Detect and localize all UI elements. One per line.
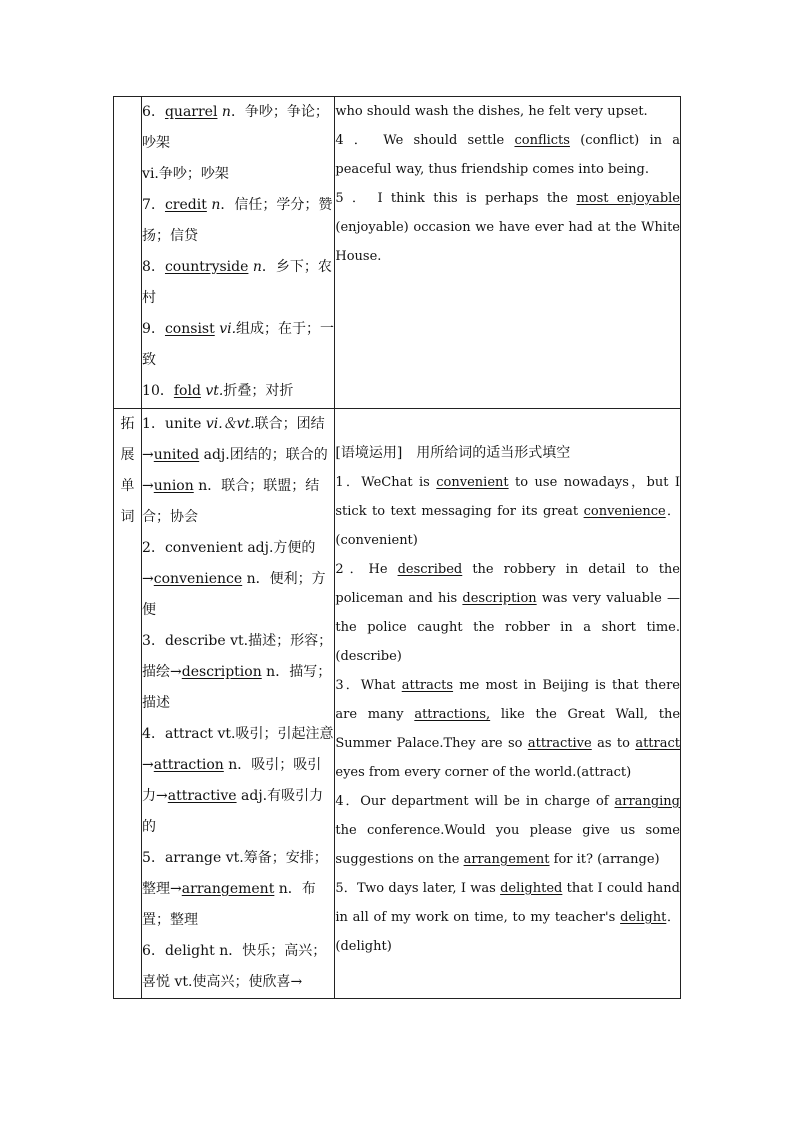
word-entry-8: 8．countryside n．乡下；农村 (142, 259, 332, 306)
section-label: 拓 展 单 词 (120, 416, 135, 525)
extended-entry-5: 5．arrange vt.筹备；安排；整理→arrangement n．布置；整理 (142, 850, 328, 928)
word-list-cell (142, 97, 335, 409)
exercise-5: 5 ． I think this is perhaps the most enjoyable (enjoyable) occasion we have ever had at the White House. (335, 191, 680, 264)
extended-entry-3: 3．describe vt.描述；形容；描绘→description n．描写；描述 (142, 633, 333, 711)
extended-entry-1: 1．unite vi.＆vt.联合；团结→united adj.团结的；联合的→union n．联合；联盟；结合；协会 (142, 416, 328, 525)
exercise-4: 4 ． We should settle conflicts (conflict) in a peaceful way, thus friendship comes into being. (335, 133, 680, 177)
word-entry-9: 9．consist vi.组成；在于；一致 (142, 321, 335, 368)
side-cell-empty (114, 97, 142, 409)
table-row (114, 97, 681, 409)
context-exercise-cell (335, 409, 681, 999)
extended-entry-4: 4．attract vt.吸引；引起注意→attraction n．吸引；吸引力→attractive adj.有吸引力的 (142, 726, 334, 835)
extended-entry-2: 2．convenient adj.方便的→convenience n．便利；方便 (142, 540, 326, 618)
context-question-4: 4．Our department will be in charge of arranging the conference.Would you please give us some suggestions on the arrangement for it? (arrange) (335, 794, 680, 867)
exercise-heading: [语境运用] 用所给词的适当形式填空 (335, 445, 571, 461)
word-entry-10: 10．fold vt.折叠；对折 (142, 383, 294, 399)
word-entry-7: 7．credit n．信任；学分；赞扬；信贷 (142, 197, 333, 244)
context-question-2: 2．He described the robbery in detail to the policeman and his description was very valuable — the police caught the robber in a short time.(describe) (335, 562, 680, 664)
extended-entry-6: 6．delight n．快乐；高兴；喜悦 vt.使高兴；使欣喜→ (142, 943, 327, 990)
vocabulary-table (113, 96, 681, 999)
extended-words-cell (142, 409, 335, 999)
table-row (114, 409, 681, 999)
word-entry-6: 6．quarrel n．争吵；争论；吵架 (142, 104, 329, 151)
context-question-3: 3．What attracts me most in Beijing is that there are many attractions, like the Great Wall, the Summer Palace.They are so attractive as to attract eyes from every corner of the world.(attract) (335, 678, 681, 780)
exercise-continuation: who should wash the dishes, he felt very upset. (335, 104, 648, 119)
exercise-cell (335, 97, 681, 409)
section-label-cell (114, 409, 142, 999)
context-question-5: 5．Two days later, I was delighted that I could hand in all of my work on time, to my teacher's delight．(delight) (335, 881, 680, 954)
word-entry-6-extra: vi.争吵；吵架 (142, 166, 229, 182)
context-question-1: 1．WeChat is convenient to use nowadays，but I stick to text messaging for its great convenience．(convenient) (335, 475, 680, 548)
